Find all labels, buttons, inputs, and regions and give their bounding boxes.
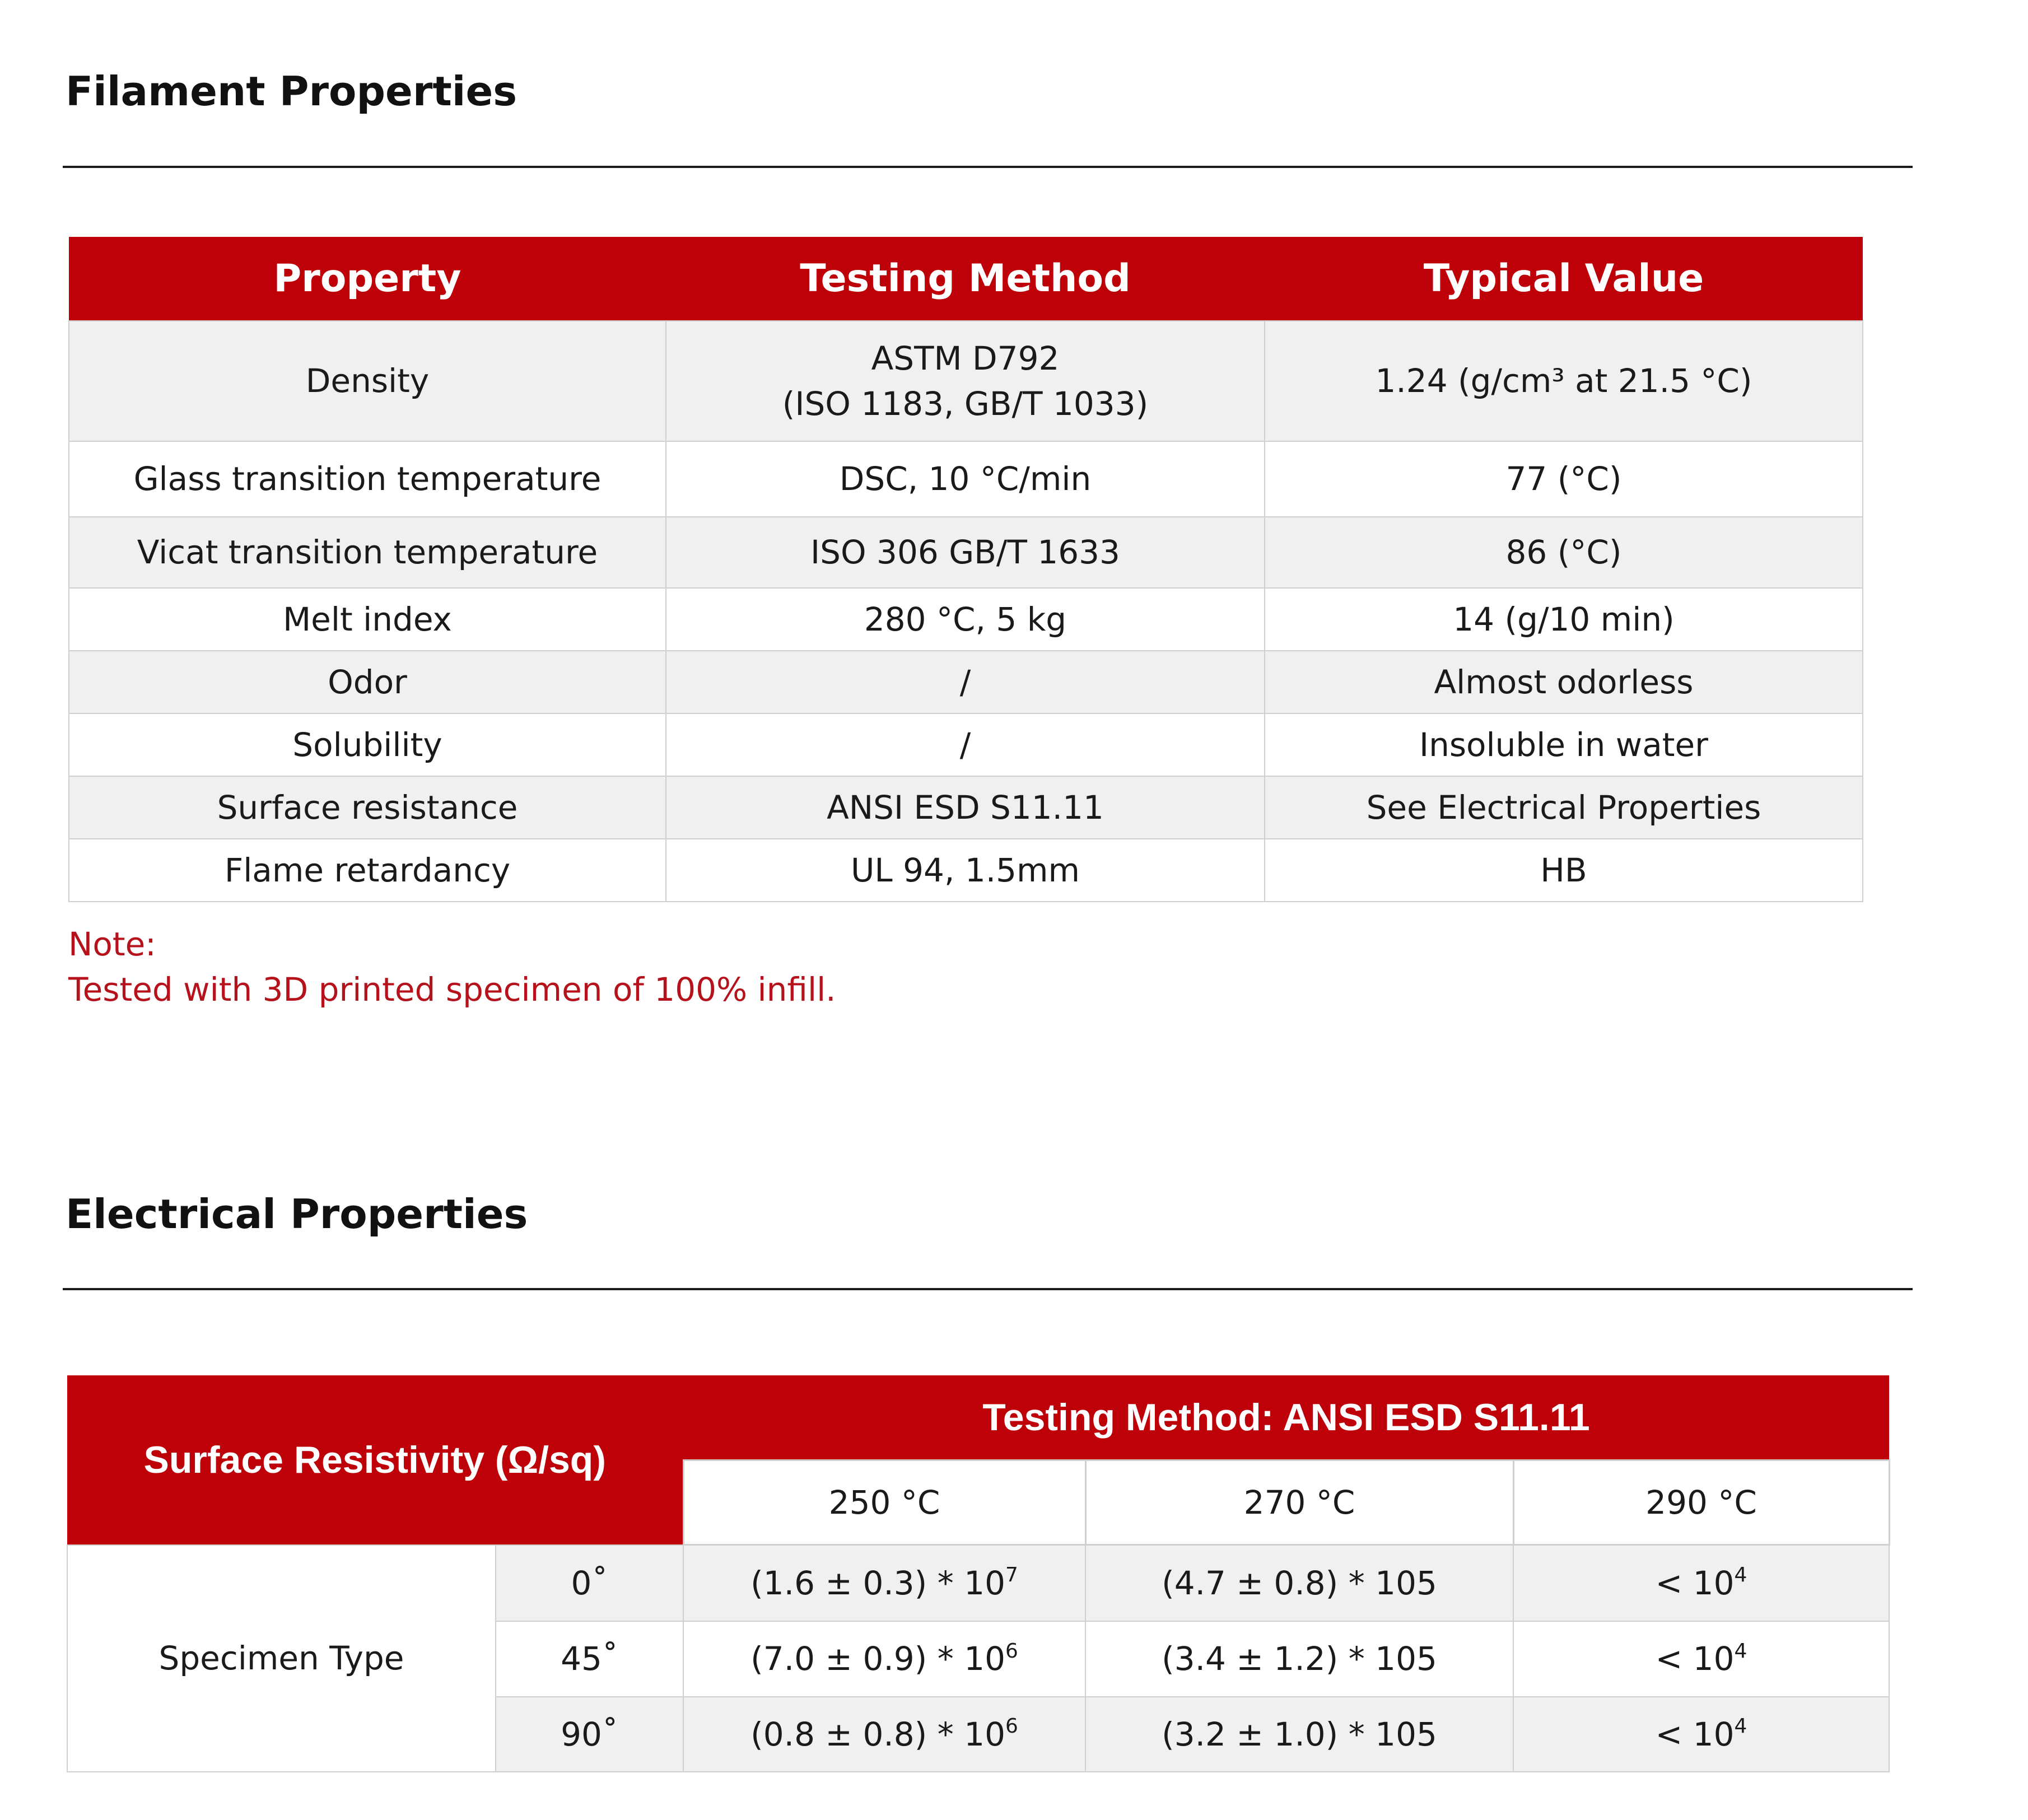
header-typical-value: Typical Value <box>1265 237 1863 321</box>
testing-method-header: Testing Method: ANSI ESD S11.11 <box>683 1375 1889 1460</box>
value-270-cell: (3.4 ± 1.2) * 105 <box>1085 1621 1513 1697</box>
value-290-cell <box>1513 1697 1889 1772</box>
electrical-section-title: Electrical Properties <box>66 1191 528 1238</box>
header-testing-method: Testing Method <box>666 237 1265 321</box>
value-290-cell <box>1513 1545 1889 1621</box>
value-cell: 86 (°C) <box>1265 517 1863 588</box>
filament-divider <box>63 166 1913 168</box>
specimen-type-label: Specimen Type <box>67 1545 496 1772</box>
method-line: ASTM D792 <box>871 339 1060 378</box>
method-cell: UL 94, 1.5mm <box>666 839 1265 902</box>
value-250-cell <box>683 1621 1085 1697</box>
electrical-divider <box>63 1288 1913 1290</box>
value-cell: Almost odorless <box>1265 651 1863 713</box>
method-cell: ISO 306 GB/T 1633 <box>666 517 1265 588</box>
header-property: Property <box>69 237 666 321</box>
method-cell: 280 °C, 5 kg <box>666 588 1265 651</box>
value-base: (7.0 ± 0.9) * 10 <box>750 1640 1005 1678</box>
filament-properties-table <box>68 237 1863 902</box>
value-base: < 10 <box>1655 1564 1735 1602</box>
property-cell: Vicat transition temperature <box>69 517 666 588</box>
value-exponent: 4 <box>1734 1564 1747 1587</box>
table-row <box>69 713 1863 776</box>
value-exponent: 6 <box>1005 1715 1018 1738</box>
temperature-250: 250 °C <box>683 1460 1085 1545</box>
angle-cell: 45˚ <box>496 1621 683 1697</box>
table-row <box>67 1545 1889 1621</box>
value-270-cell: (3.2 ± 1.0) * 105 <box>1085 1697 1513 1772</box>
property-cell: Glass transition temperature <box>69 441 666 517</box>
table-row <box>69 321 1863 441</box>
value-base: (1.6 ± 0.3) * 10 <box>750 1564 1005 1602</box>
property-cell: Density <box>69 321 666 441</box>
value-270-cell: (4.7 ± 0.8) * 105 <box>1085 1545 1513 1621</box>
method-cell: / <box>666 713 1265 776</box>
value-base: (0.8 ± 0.8) * 10 <box>750 1715 1005 1753</box>
table-row <box>69 776 1863 839</box>
value-cell: Insoluble in water <box>1265 713 1863 776</box>
property-cell: Surface resistance <box>69 776 666 839</box>
table-row <box>69 441 1863 517</box>
note-label: Note: <box>68 925 156 963</box>
property-cell: Melt index <box>69 588 666 651</box>
value-exponent: 7 <box>1005 1564 1018 1587</box>
temperature-290: 290 °C <box>1513 1460 1889 1545</box>
value-250-cell <box>683 1545 1085 1621</box>
method-line: (ISO 1183, GB/T 1033) <box>782 384 1149 423</box>
value-290-cell <box>1513 1621 1889 1697</box>
electrical-properties-table <box>67 1375 1890 1772</box>
table-row <box>69 839 1863 902</box>
table-row <box>69 651 1863 713</box>
property-cell: Flame retardancy <box>69 839 666 902</box>
method-cell: DSC, 10 °C/min <box>666 441 1265 517</box>
property-cell: Odor <box>69 651 666 713</box>
value-cell: See Electrical Properties <box>1265 776 1863 839</box>
electrical-header-row <box>67 1375 1889 1460</box>
table-row <box>69 517 1863 588</box>
value-exponent: 4 <box>1734 1715 1747 1738</box>
method-cell: ANSI ESD S11.11 <box>666 776 1265 839</box>
value-exponent: 4 <box>1734 1639 1747 1663</box>
value-cell: HB <box>1265 839 1863 902</box>
value-cell: 14 (g/10 min) <box>1265 588 1863 651</box>
filament-section-title: Filament Properties <box>66 68 518 115</box>
method-cell: / <box>666 651 1265 713</box>
value-cell: 77 (°C) <box>1265 441 1863 517</box>
surface-resistivity-header: Surface Resistivity (Ω/sq) <box>67 1375 683 1545</box>
value-cell: 1.24 (g/cm³ at 21.5 °C) <box>1265 321 1863 441</box>
method-cell <box>666 321 1265 441</box>
value-exponent: 6 <box>1005 1639 1018 1663</box>
temperature-270: 270 °C <box>1085 1460 1513 1545</box>
value-base: < 10 <box>1655 1640 1735 1678</box>
note-text: Tested with 3D printed specimen of 100% infill. <box>68 970 836 1009</box>
value-250-cell <box>683 1697 1085 1772</box>
property-cell: Solubility <box>69 713 666 776</box>
angle-cell: 0˚ <box>496 1545 683 1621</box>
angle-cell: 90˚ <box>496 1697 683 1772</box>
table-row <box>69 588 1863 651</box>
value-base: < 10 <box>1655 1715 1735 1753</box>
filament-header-row <box>69 237 1863 321</box>
